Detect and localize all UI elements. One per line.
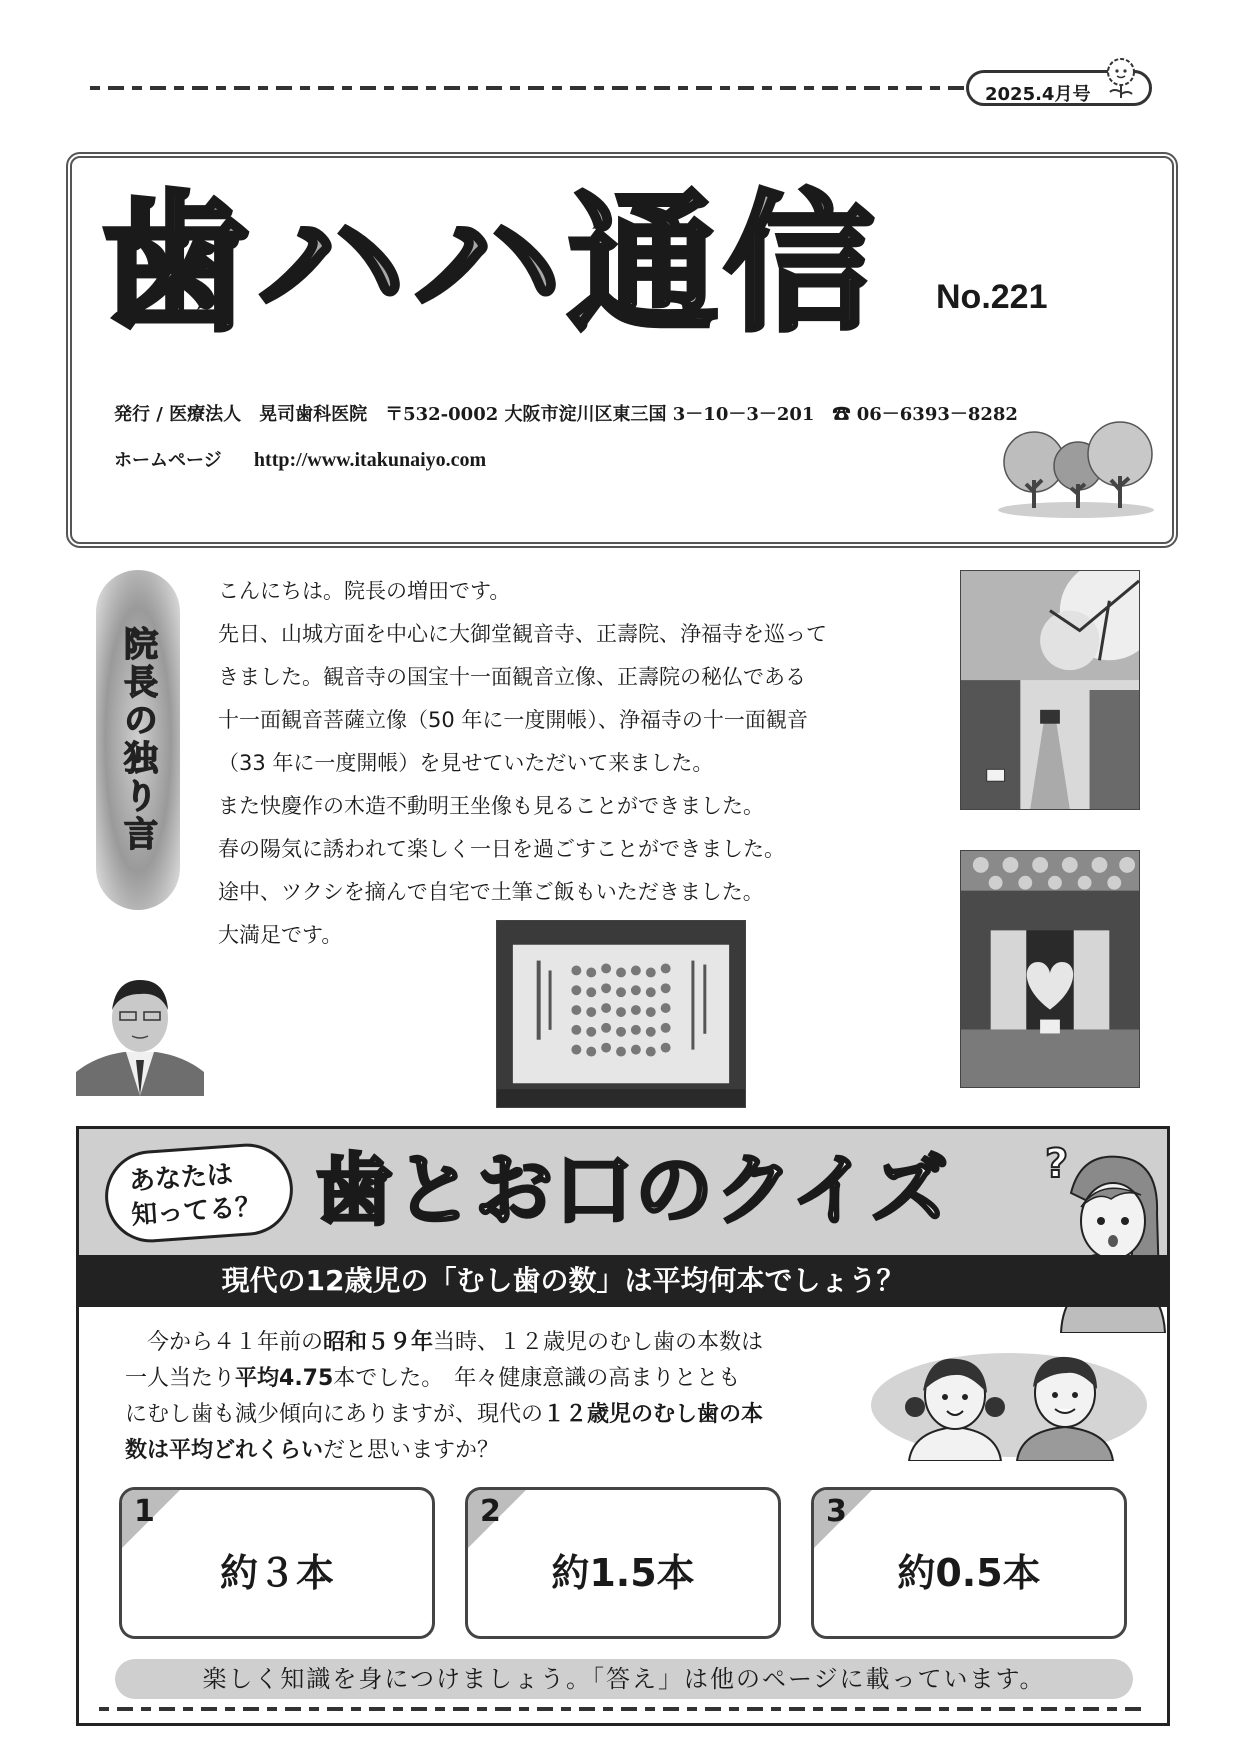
quiz-choice-3[interactable] xyxy=(811,1487,1127,1639)
choice-answer: 約0.5本 xyxy=(897,1551,1041,1595)
issue-number: No.221 xyxy=(936,278,1048,316)
quiz-question: 現代の12歳児の「むし歯の数」は平均何本でしょう？ xyxy=(79,1255,1167,1307)
quiz-choice-1[interactable] xyxy=(119,1487,435,1639)
cherry-blossom-photo xyxy=(960,570,1140,810)
choice-number: 2 xyxy=(480,1494,501,1529)
quiz-title: 歯とお口のクイズ xyxy=(315,1146,951,1236)
dandelion-icon xyxy=(1098,54,1144,100)
quiz-body-text xyxy=(125,1325,885,1469)
column-title-text: 院長の独り言 xyxy=(117,626,158,854)
quiz-speech-bubble xyxy=(102,1141,296,1246)
children-illustration xyxy=(869,1335,1149,1461)
quiz-footer-note: 楽しく知識を身につけましょう。「答え」は他のページに載っています。 xyxy=(115,1659,1133,1699)
cherry-trees-icon xyxy=(996,418,1156,518)
column-paragraph: また快慶作の木造不動明王坐像も見ることができました。 xyxy=(218,794,764,818)
quiz-body-line: 一人当たり平均4.75本でした。 年々健康意識の高まりととも xyxy=(125,1366,741,1391)
director-portrait-photo xyxy=(76,960,204,1096)
choice-number: 3 xyxy=(826,1494,847,1529)
temple-heart-window-photo xyxy=(960,850,1140,1088)
publisher-info: 発行 / 医療法人 晃司歯科医院 〒532-0002 大阪市淀川区東三国 3－10－3－201 ☎ 06－6393－8282 xyxy=(114,404,1018,425)
choice-number: 1 xyxy=(134,1494,155,1529)
bottom-dotted-rule xyxy=(99,1707,1149,1711)
bubble-line: 知ってる？ xyxy=(130,1191,263,1231)
column-paragraph: 大満足です。 xyxy=(218,923,343,947)
top-dotted-rule xyxy=(90,86,966,90)
column-paragraph: 十一面観音菩薩立像（50 年に一度開帳）、浄福寺の十一面観音 xyxy=(218,708,808,732)
column-paragraph: こんにちは。院長の増田です。 xyxy=(218,579,511,603)
column-paragraph: 春の陽気に誘われて楽しく一日を過ごすことができました。 xyxy=(218,837,785,861)
quiz-body-line: 数は平均どれくらいだと思いますか？ xyxy=(125,1438,500,1463)
column-paragraph: 途中、ツクシを摘んで自宅で土筆ご飯もいただきました。 xyxy=(218,880,764,904)
issue-date-badge: 2025.4月号 xyxy=(966,70,1152,106)
bubble-line: あなたは xyxy=(128,1159,234,1197)
homepage-label: ホームページ xyxy=(114,450,222,471)
column-paragraph: きました。観音寺の国宝十一面観音立像、正壽院の秘仏である xyxy=(218,665,806,689)
svg-text:?: ? xyxy=(1045,1141,1069,1187)
column-body xyxy=(218,570,918,957)
quiz-box xyxy=(76,1126,1170,1726)
quiz-choice-2[interactable] xyxy=(465,1487,781,1639)
quiz-body-line: にむし歯も減少傾向にありますが、現代の１２歳児のむし歯の本 xyxy=(125,1402,764,1427)
quiz-body-line: 今から４１年前の昭和５９年当時、１２歳児のむし歯の本数は xyxy=(125,1330,764,1355)
column-paragraph: （33 年に一度開帳）を見せていただいて来ました。 xyxy=(218,751,714,775)
column-paragraph: 先日、山城方面を中心に大御堂観音寺、正壽院、浄福寺を巡って xyxy=(218,622,827,646)
choice-answer: 約1.5本 xyxy=(551,1551,695,1595)
choice-answer: 約３本 xyxy=(219,1551,334,1595)
homepage-line xyxy=(114,446,486,472)
newsletter-title: 歯ハハ通信 xyxy=(100,178,881,352)
calligraphy-scroll-photo xyxy=(496,920,746,1108)
column-vertical-title xyxy=(96,570,180,910)
homepage-link[interactable]: http://www.itakunaiyo.com xyxy=(253,449,487,471)
